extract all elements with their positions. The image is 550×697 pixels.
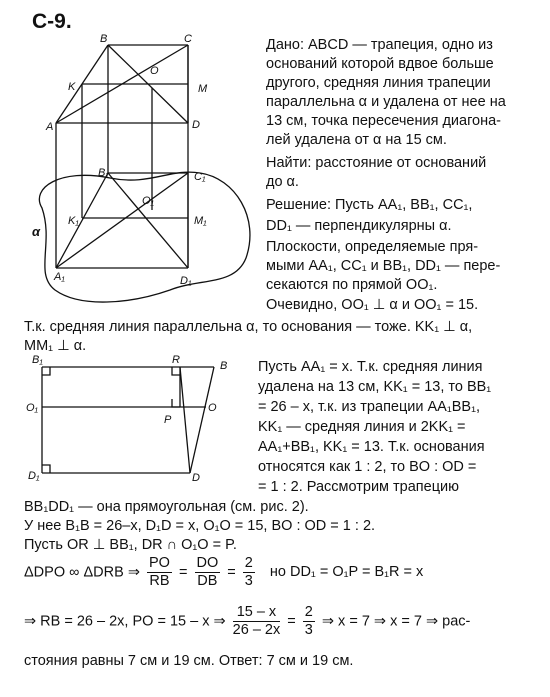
- label-B1-fig2: B₁: [32, 355, 43, 366]
- fraction-po-rb: $\frac{PO}{RB}$: [149, 555, 170, 589]
- label-K1: K₁: [68, 215, 79, 227]
- text-line: лей удалена от α на 15 см.: [266, 132, 447, 148]
- label-O1: O₁: [142, 195, 155, 207]
- text-line: относятся как 1 : 2, то BO : OD =: [258, 459, 477, 475]
- text-line: Найти: расстояние от оснований: [266, 155, 487, 171]
- formula2-lhs: ⇒ RB = 26 – 2x, PO = 15 – x ⇒: [24, 613, 226, 630]
- label-C: C: [184, 33, 192, 45]
- label-A: A: [46, 121, 54, 133]
- label-M1: M₁: [194, 215, 207, 227]
- label-D-fig2: D: [192, 472, 200, 484]
- text-line: параллельна α и удалена от нее на: [266, 94, 506, 110]
- fraction-two-thirds-2: $\frac{2}{3}$: [304, 604, 313, 638]
- label-P: P: [164, 414, 172, 426]
- label-alpha: α: [32, 224, 41, 239]
- text-line: Решение: Пусть AA₁, BB₁, CC₁,: [266, 197, 473, 213]
- text-line: секаются по прямой OO₁.: [266, 277, 438, 293]
- text-line: до α.: [266, 174, 299, 190]
- formula-similar-triangles: ΔDPO ∞ ΔDRB ⇒ $\frac{PO}{RB}$ = $\frac{DO}{DB}$ = $\frac{2}{3}$ но DD₁ = O₁P = B₁R = x: [24, 555, 424, 589]
- text-line: Очевидно, OO₁ ⊥ α и OO₁ = 15.: [266, 297, 479, 313]
- label-B1: B₁: [98, 167, 109, 179]
- label-C1: C₁: [194, 171, 206, 183]
- formula-solution: ⇒ RB = 26 – 2x, PO = 15 – x ⇒ $\frac{15 - x}{26 - 2x}$ = $\frac{2}{3}$ ⇒ x = 7 ⇒ x = 7 ⇒ рас-: [24, 604, 471, 638]
- label-M: M: [198, 83, 208, 95]
- label-O: O: [150, 65, 159, 77]
- answer-line: стояния равны 7 см и 19 см. Ответ: 7 см и 19 см.: [24, 653, 354, 669]
- fraction-15x-26-2x: $\frac{15 - x}{26 - 2x}$: [232, 604, 281, 638]
- text-line: Дано: ABCD — трапеция, одно из: [266, 37, 493, 53]
- text-line: У нее B₁B = 26–x, D₁D = x, O₁O = 15, BO : OD = 1 : 2.: [24, 518, 376, 534]
- text-line: удалена на 13 см, KK₁ = 13, то BB₁: [258, 379, 492, 395]
- label-D: D: [192, 119, 200, 131]
- text-line: мыми AA₁, CC₁ и BB₁, DD₁ — пере-: [266, 258, 501, 274]
- text-line: оснований которой вдвое больше: [266, 56, 494, 72]
- figure-2-trapezoid: [22, 355, 242, 485]
- text-line: BB₁DD₁ — она прямоугольная (см. рис. 2).: [24, 499, 309, 515]
- text-line: = 26 – x, т.к. из трапеции AA₁BB₁,: [258, 399, 481, 415]
- plane-alpha: [39, 172, 250, 302]
- formula1-lhs: ΔDPO ∞ ΔDRB ⇒: [24, 564, 140, 581]
- text-line: Пусть AA₁ = x. Т.к. средняя линия: [258, 359, 483, 375]
- text-line: Плоскости, определяемые пря-: [266, 239, 479, 255]
- label-R: R: [172, 355, 180, 366]
- label-B: B: [100, 33, 108, 45]
- text-line: Пусть OR ⊥ BB₁, DR ∩ O₁O = P.: [24, 537, 237, 553]
- label-D1: D₁: [180, 275, 192, 287]
- fraction-do-db: $\frac{DO}{DB}$: [196, 555, 219, 589]
- label-A1: A₁: [54, 271, 65, 283]
- text-line: DD₁ — перпендикулярны α.: [266, 218, 452, 234]
- text-line: KK₁ — средняя линия и 2KK₁ =: [258, 419, 466, 435]
- label-O-fig2: O: [208, 402, 217, 414]
- text-line: AA₁+BB₁, KK₁ = 13. Т.к. основания: [258, 439, 485, 455]
- figure-1-spatial: [20, 28, 265, 328]
- label-D1-fig2: D₁: [28, 470, 40, 482]
- formula2-rest: ⇒ x = 7 ⇒ x = 7 ⇒ рас-: [321, 613, 471, 630]
- text-line: MM₁ ⊥ α.: [24, 338, 87, 354]
- text-line: другого, средняя линия трапеции: [266, 75, 491, 91]
- section-title: С-9.: [32, 10, 72, 33]
- text-line: Т.к. средняя линия параллельна α, то основания — тоже. KK₁ ⊥ α,: [24, 319, 473, 335]
- label-K: K: [68, 81, 76, 93]
- label-O1-fig2: O₁: [26, 402, 39, 414]
- text-line: 13 см, точка пересечения диагона-: [266, 113, 502, 129]
- formula1-rest: но DD₁ = O₁P = B₁R = x: [269, 564, 424, 581]
- fraction-two-thirds: $\frac{2}{3}$: [244, 555, 253, 589]
- label-B-fig2: B: [220, 360, 228, 372]
- text-line: = 1 : 2. Рассмотрим трапецию: [258, 479, 460, 495]
